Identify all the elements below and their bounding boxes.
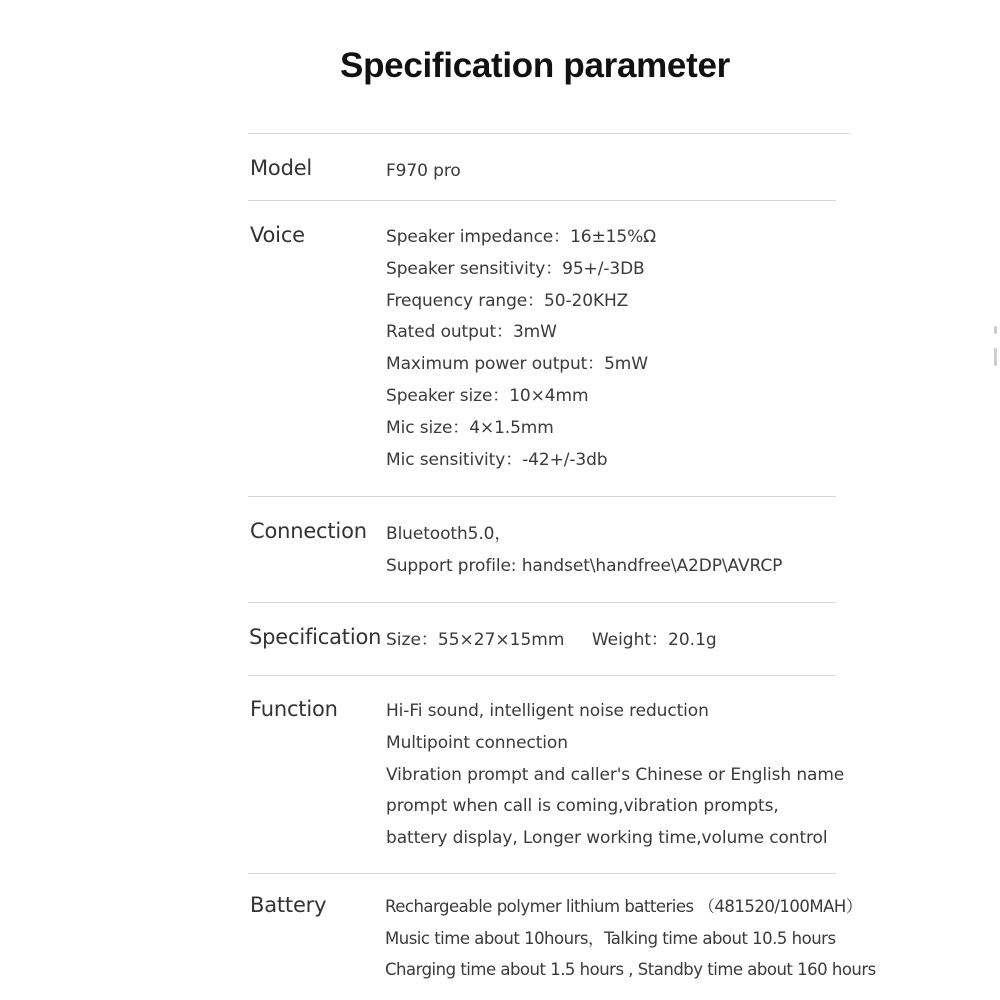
connection-label: Connection: [250, 519, 367, 543]
spec-line: Frequency range：50-20KHZ: [386, 290, 629, 311]
function-label: Function: [250, 697, 338, 721]
divider: [248, 496, 836, 497]
spec-line: Rated output：3mW: [386, 322, 557, 343]
spec-line: Rechargeable polymer lithium batteries （481520/100MAH）: [385, 897, 862, 916]
weight-value: Weight：20.1g: [591, 630, 717, 650]
divider: [248, 873, 836, 874]
battery-list: [385, 891, 876, 986]
spec-line: Mic sensitivity：-42+/-3db: [386, 449, 608, 470]
spec-line: Maximum power output：5mW: [386, 354, 648, 375]
spec-line: Support profile: handset\handfree\A2DP\AVRCP: [386, 556, 783, 576]
spec-line: Speaker impedance：16±15%Ω: [386, 227, 657, 247]
divider: [248, 200, 836, 201]
divider: [248, 675, 836, 676]
spec-line: Mic size：4×1.5mm: [386, 417, 554, 438]
spec-line: Vibration prompt and caller's Chinese or English name: [386, 764, 845, 785]
spec-line: prompt when call is coming,vibration prompts,: [386, 796, 779, 817]
spec-line: Bluetooth5.0，: [386, 524, 512, 544]
spec-line: Music time about 10hours，Talking time about 10.5 hours: [385, 928, 836, 948]
connection-list: [386, 518, 782, 582]
voice-label: Voice: [250, 223, 305, 247]
edge-mark: [994, 348, 997, 366]
spec-line: Speaker sensitivity：95+/-3DB: [386, 258, 645, 279]
battery-label: Battery: [250, 893, 327, 917]
function-list: [386, 696, 844, 855]
model-label: Model: [250, 156, 313, 180]
spec-line: Multipoint connection: [386, 732, 568, 753]
edge-mark: [994, 326, 997, 334]
spec-line: Speaker size：10×4mm: [386, 385, 589, 406]
specification-values: [386, 625, 717, 650]
voice-list: [386, 222, 656, 476]
divider: [248, 133, 850, 134]
model-value-list: [386, 158, 461, 184]
model-value: F970 pro: [386, 161, 461, 181]
size-value: Size：55×27×15mm: [386, 630, 565, 650]
spec-line: Charging time about 1.5 hours , Standby time about 160 hours: [385, 960, 876, 979]
spec-line: battery display, Longer working time,volume control: [386, 828, 828, 849]
page-title: Specification parameter: [340, 46, 730, 85]
spec-line: Hi-Fi sound, intelligent noise reduction: [386, 701, 709, 721]
specification-label: Specification: [249, 625, 382, 649]
divider: [248, 602, 836, 603]
